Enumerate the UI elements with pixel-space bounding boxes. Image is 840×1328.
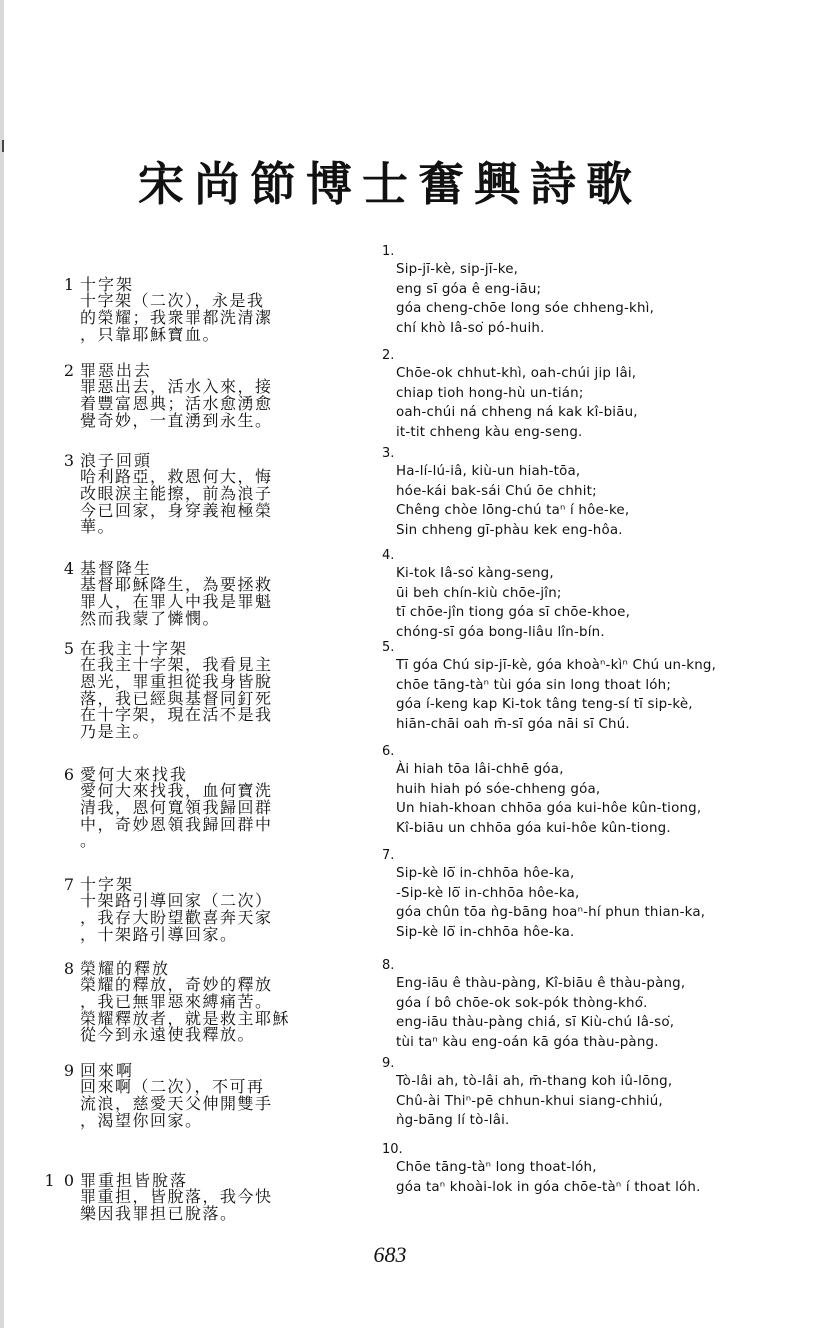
song-number: 8.	[382, 958, 395, 973]
page-number: 683	[373, 1242, 407, 1267]
song-lyrics: 榮耀的釋放，奇妙的釋放 ，我已無罪惡來縛痛苦。 榮耀釋放者，就是救主耶穌 從今到永遠使我釋放。	[80, 975, 291, 1045]
rom-song-9	[382, 1056, 672, 1131]
cn-song-8	[40, 960, 290, 1044]
song-number: 5.	[382, 640, 395, 655]
rom-song-8	[382, 958, 685, 1052]
song-number: 3.	[382, 446, 395, 461]
cn-song-9	[40, 1062, 273, 1129]
song-number: 1.	[382, 244, 395, 259]
song-title: 回來啊	[80, 1061, 135, 1080]
rom-song-4	[382, 548, 630, 642]
song-number: 10.	[382, 1142, 403, 1157]
song-number: 4	[63, 559, 76, 578]
song-number: 3	[63, 451, 76, 470]
song-number: 9	[63, 1061, 76, 1080]
rom-song-5	[382, 640, 716, 734]
song-lyrics: 罪惡出去，活水入來，接 着豐富恩典；活水愈湧愈 覺奇妙，一直湧到永生。	[80, 377, 273, 430]
rom-song-7	[382, 848, 705, 942]
song-lyrics: Chōe-ok chhut-khì, oah-chúi jip lâi, chiap tioh hong-hù un-tián; oah-chúi ná chheng ná kak kî-biāu, it-tit chheng kàu eng-seng.	[396, 366, 638, 440]
song-title: 罪惡出去	[80, 361, 153, 380]
song-lyrics: Ha-lí-lú-iâ, kiù-un hiah-tōa, hóe-kái bak-sái Chú ōe chhit; Chêng chòe lōng-chú taⁿ í hôe-ke, Sin chheng gī-phàu kek eng-hôa.	[396, 464, 630, 538]
rom-song-10	[382, 1142, 701, 1197]
song-title: 十字架	[80, 875, 135, 894]
song-lyrics: 十字架（二次），永是我 的榮耀；我衆罪都洗清潔 ，只靠耶穌寶血。	[80, 291, 273, 344]
cn-song-4	[40, 560, 273, 627]
song-lyrics: 基督耶穌降生，為要拯救 罪人，在罪人中我是罪魁 然而我蒙了憐憫。	[80, 575, 273, 628]
song-number: 4.	[382, 548, 395, 563]
song-title: 罪重担皆脫落	[80, 1171, 189, 1190]
song-lyrics: Sip-kè lō͘ in-chhōa hôe-ka, -Sip-kè lō͘ in-chhōa hôe-ka, góa chûn tōa ǹg-bāng hoaⁿ-hí phun thian-ka, Sip-kè lō͘ in-chhōa hôe-ka.	[396, 866, 706, 940]
cn-song-1	[40, 276, 273, 343]
song-lyrics: 哈利路亞，救恩何大，悔 改眼淚主能擦，前為浪子 今已回家，身穿義袍極榮 華。	[80, 467, 273, 537]
song-lyrics: Eng-iāu ê thàu-pàng, Kî-biāu ê thàu-pàng, góa í bô chōe-ok sok-pók thòng-khó͘. eng-iāu thàu-pàng chiá, sī Kiù-chú Iâ-so͘, tùi taⁿ kàu eng-oán kā góa thàu-pàng.	[396, 976, 686, 1050]
song-title: 十字架	[80, 275, 135, 294]
song-title: 基督降生	[80, 559, 153, 578]
song-number: 2	[63, 361, 76, 380]
song-title: 榮耀的釋放	[80, 959, 171, 978]
song-number: 6.	[382, 744, 395, 759]
rom-song-6	[382, 744, 701, 838]
cn-song-5	[40, 640, 273, 741]
song-title: 在我主十字架	[80, 639, 189, 658]
song-lyrics: Chōe tāng-tàⁿ long thoat-lóh, góa taⁿ khoài-lok in góa chōe-tàⁿ í thoat lóh.	[396, 1160, 701, 1195]
song-number: 5	[63, 639, 76, 658]
song-lyrics: 愛何大來找我，血何寶洗 清我，恩何寬領我歸回群 中，奇妙恩領我歸回群中 。	[80, 781, 273, 851]
song-lyrics: 十架路引導回家（二次） ，我存大盼望歡喜奔天家 ，十架路引導回家。	[80, 891, 273, 944]
song-lyrics: Ài hiah tōa lâi-chhē góa, huih hiah pó sóe-chheng góa, Un hiah-khoan chhōa góa kui-hôe kûn-tiong, Kî-biāu un chhōa góa kui-hôe kûn-tiong.	[396, 762, 702, 836]
song-number: 9.	[382, 1056, 395, 1071]
song-lyrics: 回來啊（二次），不可再 流浪，慈愛天父伸開雙手 ，渴望你回家。	[80, 1077, 273, 1130]
rom-song-3	[382, 446, 629, 540]
song-lyrics: Sip-jī-kè, sip-jī-ke, eng sī góa ê eng-iāu; góa cheng-chōe long sóe chheng-khì, chí khò Iâ-so͘ pó-huih.	[396, 262, 655, 336]
song-number: 1	[63, 275, 76, 294]
song-number: 6	[63, 765, 76, 784]
rom-song-2	[382, 348, 638, 442]
cn-song-10	[40, 1172, 273, 1223]
cn-song-2	[40, 362, 273, 429]
rom-song-1	[382, 244, 654, 338]
page-title: 宋尚節博士奮興詩歌	[138, 157, 642, 211]
cn-song-6	[40, 766, 273, 850]
song-title: 愛何大來找我	[80, 765, 189, 784]
song-title: 浪子回頭	[80, 451, 153, 470]
song-number: 7.	[382, 848, 395, 863]
song-number: 2.	[382, 348, 395, 363]
song-lyrics: 罪重担，皆脫落，我今快 樂因我罪担已脫落。	[80, 1187, 273, 1223]
cn-song-3	[40, 452, 273, 536]
cn-song-7	[40, 876, 273, 943]
song-number: 8	[63, 959, 76, 978]
song-lyrics: Tī góa Chú sip-jī-kè, góa khoàⁿ-kìⁿ Chú un-kng, chōe tāng-tàⁿ tùi góa sin long thoat lóh; góa í-keng kap Ki-tok tâng teng-sí tī sip-kè, hiān-chāi oah m̄-sī góa nāi sī Chú.	[396, 658, 717, 732]
song-lyrics: Ki-tok Iâ-so͘ kàng-seng, ūi beh chín-kiù chōe-jîn; tī chōe-jîn tiong góa sī chōe-khoe, chóng-sī góa bong-liâu lîn-bín.	[396, 566, 631, 640]
song-lyrics: Tò-lâi ah, tò-lâi ah, m̄-thang koh iû-lōng, Chû-ài Thiⁿ-pē chhun-khui siang-chhiú, ǹg-bāng lí tò-lâi.	[396, 1074, 673, 1129]
song-number: 7	[63, 875, 76, 894]
song-number: 1 0	[44, 1171, 76, 1190]
song-lyrics: 在我主十字架，我看見主 恩光，罪重担從我身皆脫 落，我已經與基督同釘死 在十字架，現在活不是我 乃是主。	[80, 655, 273, 742]
